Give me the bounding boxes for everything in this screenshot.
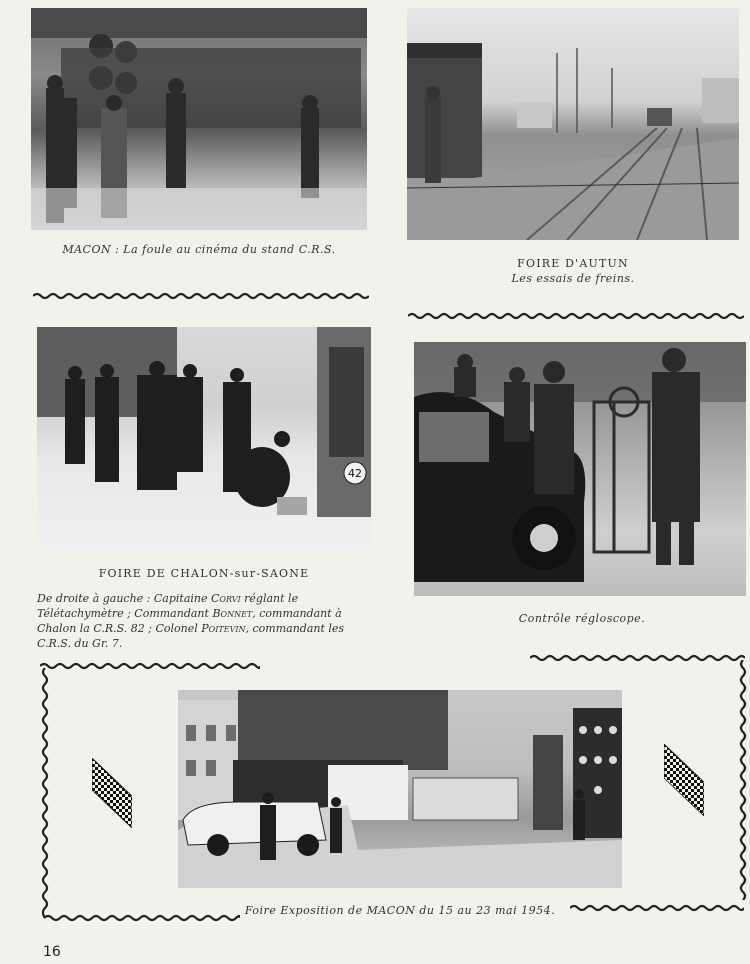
caption-chalon-title: FOIRE DE CHALON-sur-SAONE xyxy=(98,567,310,580)
caption-chalon-p3: , commandant à Chalon la C.R.S. 82 ; Colonel xyxy=(37,607,342,635)
photo-macon-exposition xyxy=(178,690,622,888)
caption-chalon-body xyxy=(37,592,344,650)
plate-label: 42 xyxy=(348,467,362,480)
caption-exposition xyxy=(200,903,600,918)
photo-chalon-officers xyxy=(37,327,371,549)
caption-regloscope-text: Contrôle régloscope. xyxy=(518,612,646,625)
photo-macon-cinema-crowd xyxy=(31,8,367,230)
photo-autun-brake-test xyxy=(407,8,739,240)
frame-top-left-wave xyxy=(40,662,260,670)
caption-exposition-text: Foire Exposition de MACON du 15 au 23 mai 1954. xyxy=(244,904,556,917)
wavy-divider-right xyxy=(408,312,744,320)
frame-right-wave xyxy=(738,660,748,900)
caption-chalon-p2: réglant le Télétachymètre ; Commandant xyxy=(37,592,299,620)
caption-chalon-p4: , commandant les C.R.S. du Gr. 7. xyxy=(37,622,345,650)
page-number: 16 xyxy=(43,944,61,960)
caption-autun-title: FOIRE D'AUTUN xyxy=(517,257,629,270)
caption-chalon-name1: Corvi xyxy=(211,592,241,605)
diamond-ornament-left xyxy=(92,758,132,828)
caption-chalon-name2: Bonnet xyxy=(212,607,253,620)
frame-left-wave xyxy=(40,668,50,918)
diamond-ornament-right xyxy=(664,744,704,816)
frame-top-right-wave xyxy=(530,654,745,662)
wavy-divider-left xyxy=(33,292,369,300)
caption-chalon-p1: De droite à gauche : Capitaine xyxy=(37,592,212,605)
caption-macon-cinema-text: MACON : La foule au cinéma du stand C.R.S. xyxy=(62,243,336,256)
caption-macon-cinema xyxy=(31,242,367,257)
caption-chalon xyxy=(37,566,371,651)
caption-chalon-name3: Poitevin xyxy=(201,622,246,635)
caption-regloscope xyxy=(414,611,750,626)
caption-autun xyxy=(407,256,739,286)
caption-autun-sub: Les essais de freins. xyxy=(511,272,635,285)
photo-regloscope-check xyxy=(414,342,746,596)
